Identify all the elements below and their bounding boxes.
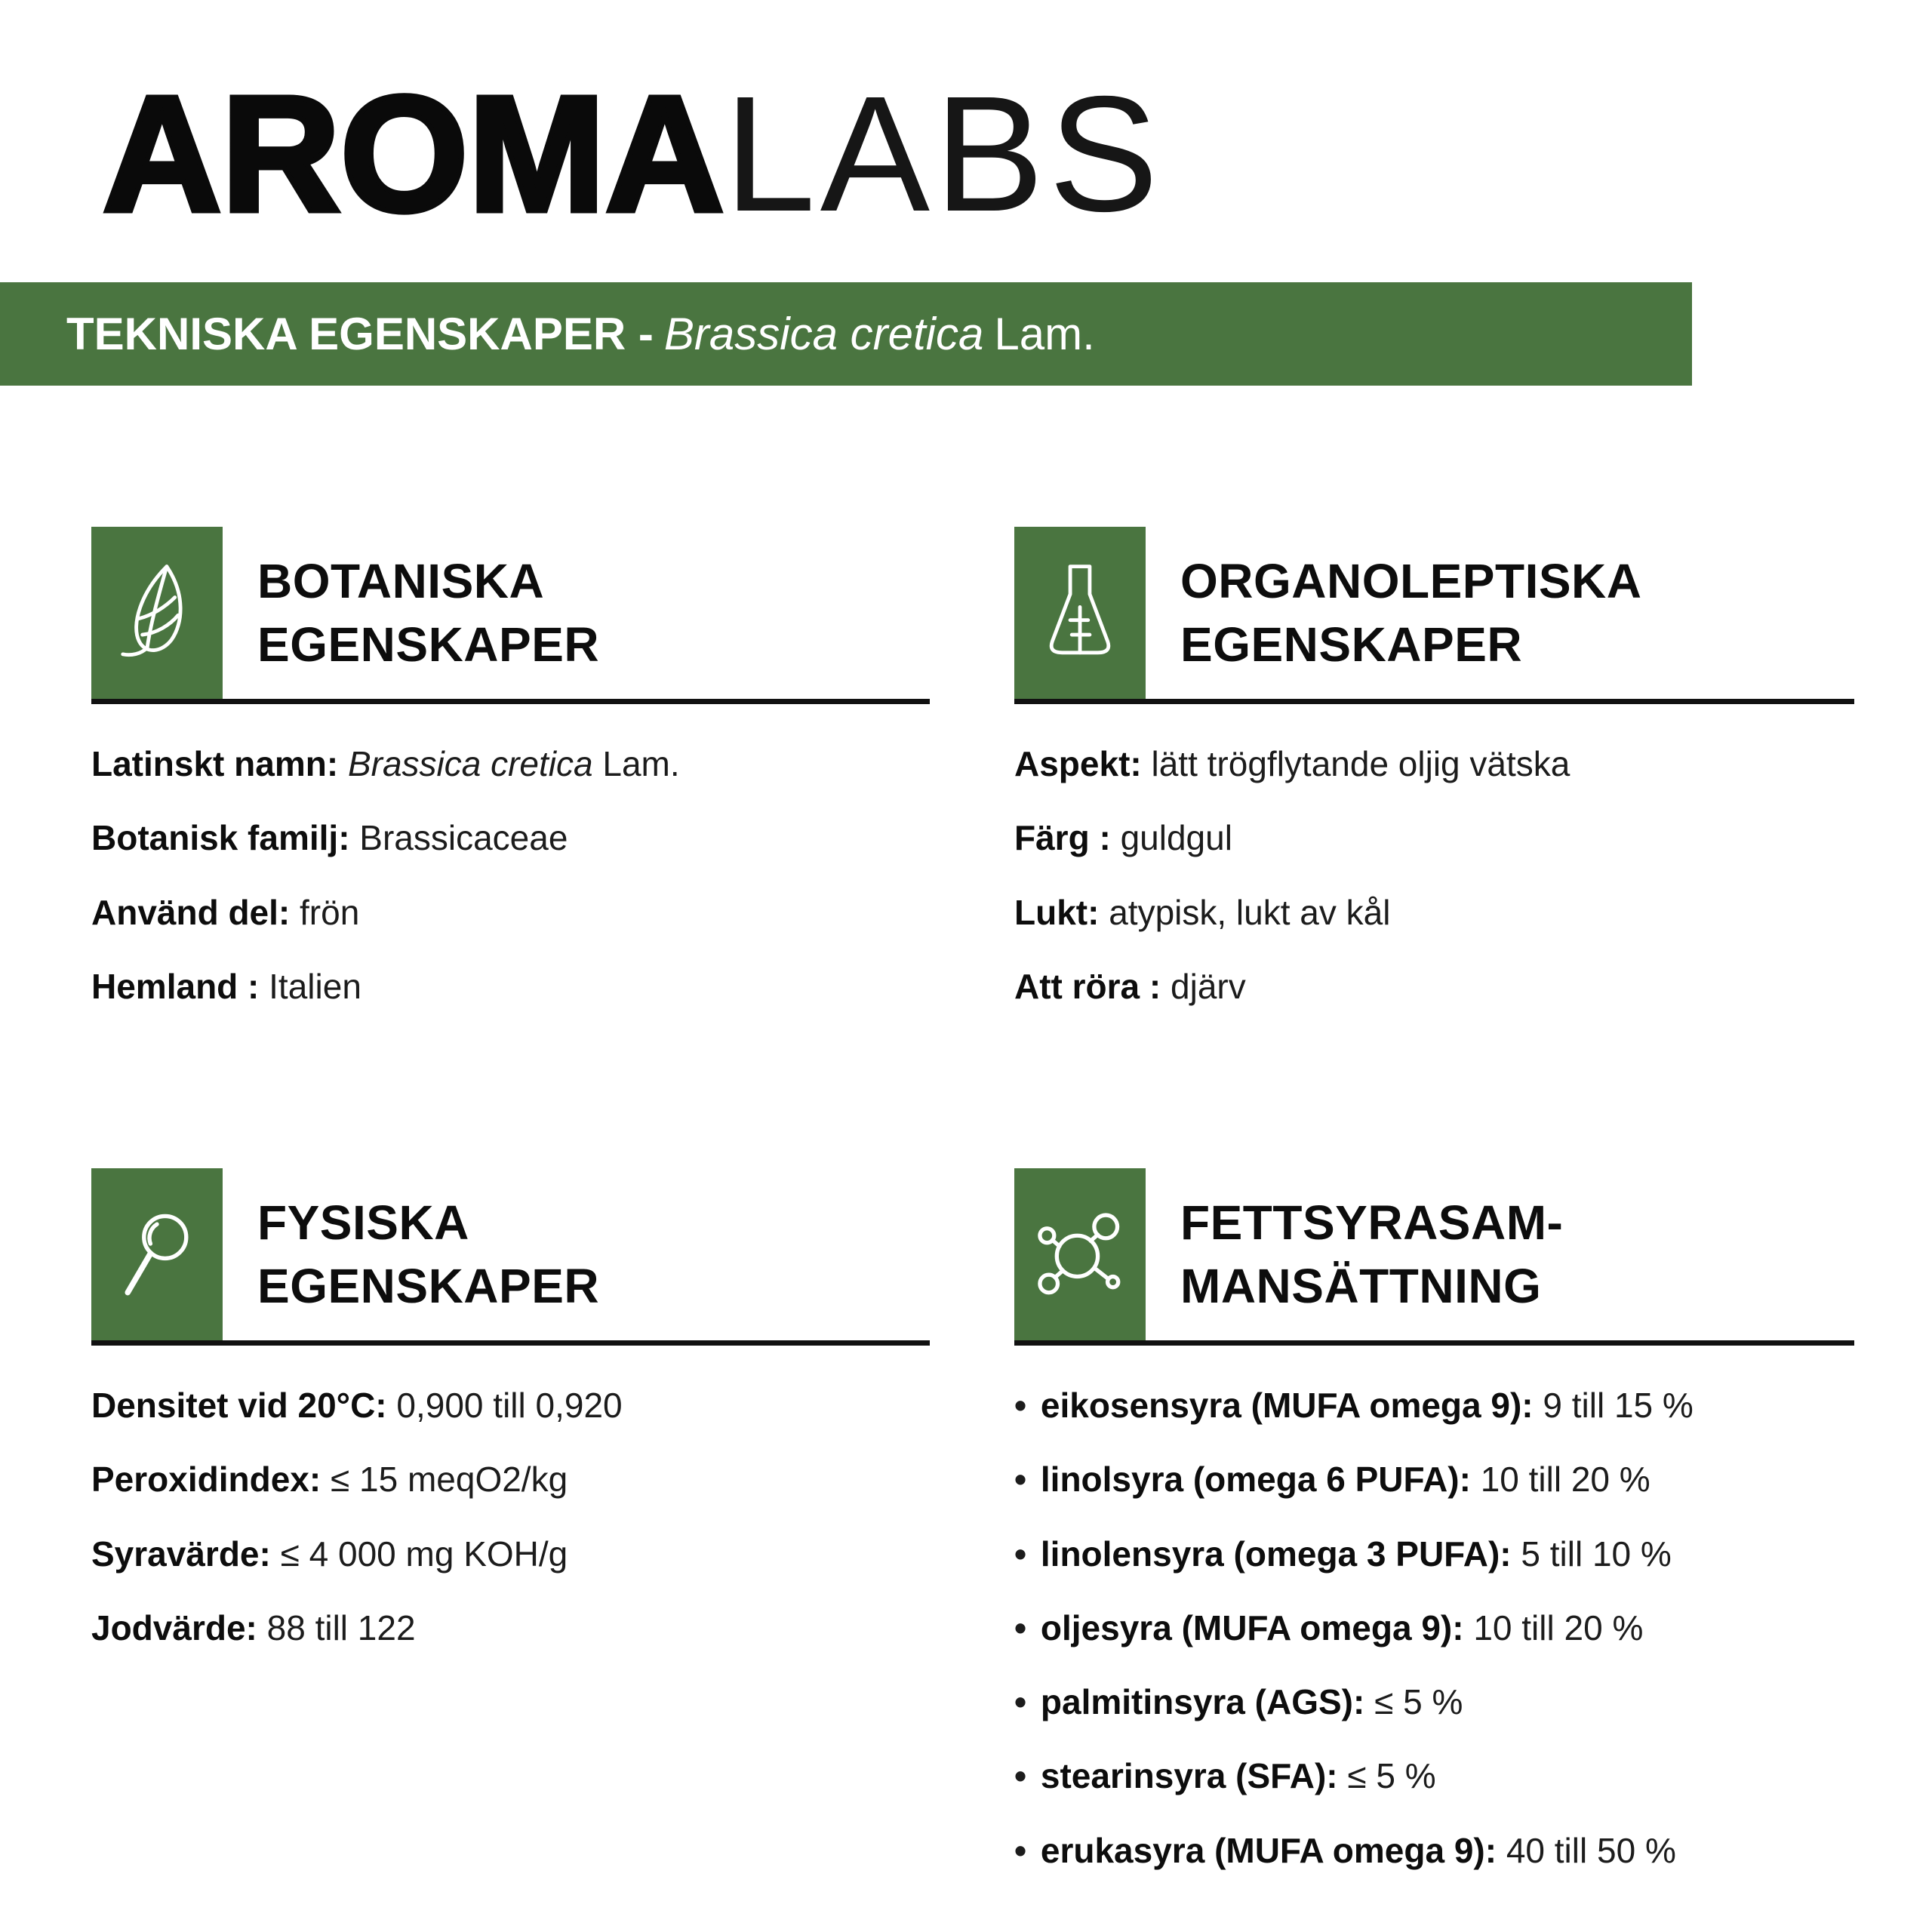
fatty-acid-label: erukasyra (MUFA omega 9): xyxy=(1040,1830,1497,1870)
fatty-acid-value: ≤ 5 % xyxy=(1374,1682,1463,1722)
flask-icon xyxy=(1038,560,1121,666)
section-physical xyxy=(91,1168,930,1684)
logo-labs-text: LABS xyxy=(724,63,1163,246)
brand-logo xyxy=(103,63,1163,246)
property-label: Hemland : xyxy=(91,966,260,1006)
title-line-1: ORGANOLEPTISKA xyxy=(1180,554,1642,608)
section-botanical-title xyxy=(257,527,599,699)
property-value: Brassicaceae xyxy=(359,818,568,858)
fatty-acid-label: eikosensyra (MUFA omega 9): xyxy=(1040,1386,1534,1425)
property-label: Syravärde: xyxy=(91,1534,271,1574)
organoleptic-icon-box xyxy=(1014,527,1146,699)
fatty-acid-item xyxy=(1014,1758,1854,1794)
title-line-2: EGENSKAPER xyxy=(1180,617,1523,672)
banner-title: TEKNISKA EGENSKAPER - xyxy=(66,309,654,359)
title-line-2: EGENSKAPER xyxy=(257,1259,600,1314)
property-row xyxy=(91,746,930,782)
property-value-italic: Brassica cretica xyxy=(347,744,593,783)
property-value: djärv xyxy=(1171,966,1246,1006)
property-label: Densitet vid 20°C: xyxy=(91,1386,387,1425)
fatty-acid-label: palmitinsyra (AGS): xyxy=(1040,1682,1365,1722)
fatty-acid-value: 10 till 20 % xyxy=(1480,1460,1651,1500)
fatty-acid-value: 5 till 10 % xyxy=(1521,1534,1672,1574)
section-physical-body xyxy=(91,1346,930,1646)
property-value: ≤ 4 000 mg KOH/g xyxy=(280,1534,568,1574)
fatty-acid-label: oljesyra (MUFA omega 9): xyxy=(1040,1607,1464,1647)
section-fatty-acids xyxy=(1014,1168,1854,1906)
fatty-acid-label: linolensyra (omega 3 PUFA): xyxy=(1040,1534,1512,1574)
property-label: Att röra : xyxy=(1014,966,1161,1006)
fatty-acid-value: 10 till 20 % xyxy=(1473,1607,1644,1647)
fatty-acid-item xyxy=(1014,1607,1854,1647)
bullet: • xyxy=(1014,1460,1027,1500)
property-value: Lam. xyxy=(602,744,680,783)
section-fatty-acids-body xyxy=(1014,1346,1854,1869)
fatty-acid-item xyxy=(1014,1832,1854,1869)
property-row xyxy=(91,1387,930,1423)
title-line-2: MANSÄTTNING xyxy=(1180,1259,1542,1314)
bullet: • xyxy=(1014,1534,1027,1574)
property-row xyxy=(1014,894,1854,931)
leaf-icon xyxy=(115,560,198,666)
section-physical-title xyxy=(257,1168,599,1340)
fatty-acid-value: ≤ 5 % xyxy=(1347,1756,1436,1796)
molecule-icon xyxy=(1035,1210,1124,1299)
section-botanical-body xyxy=(91,704,930,1004)
property-row xyxy=(91,968,930,1004)
property-value: guldgul xyxy=(1120,818,1232,858)
property-value: lätt trögflytande oljig vätska xyxy=(1151,744,1571,783)
banner-species-suffix: Lam. xyxy=(994,309,1095,359)
property-label: Använd del: xyxy=(91,892,291,932)
title-line-1: BOTANISKA xyxy=(257,554,545,608)
title-line-1: FYSISKA xyxy=(257,1195,469,1250)
property-row xyxy=(91,1460,930,1500)
property-row xyxy=(1014,820,1854,856)
title-banner xyxy=(0,282,1692,386)
property-row xyxy=(91,820,930,856)
logo-aroma-text: AROMA xyxy=(103,63,724,246)
fatty-acid-item xyxy=(1014,1536,1854,1572)
property-value: Italien xyxy=(269,966,361,1006)
section-fatty-acids-header xyxy=(1014,1168,1854,1346)
fatty-acid-value: 40 till 50 % xyxy=(1506,1830,1676,1870)
section-organoleptic xyxy=(1014,527,1854,1042)
fatty-acid-item xyxy=(1014,1387,1854,1423)
property-row xyxy=(1014,968,1854,1004)
title-line-1: FETTSYRASAM- xyxy=(1180,1195,1564,1250)
bullet: • xyxy=(1014,1830,1027,1870)
property-label: Botanisk familj: xyxy=(91,818,350,858)
property-value: frön xyxy=(300,892,360,932)
magnifier-icon xyxy=(115,1201,198,1307)
bullet: • xyxy=(1014,1756,1027,1796)
bullet: • xyxy=(1014,1682,1027,1722)
property-label: Jodvärde: xyxy=(91,1607,257,1647)
property-label: Färg : xyxy=(1014,818,1111,858)
property-row xyxy=(91,1607,930,1647)
property-value: atypisk, lukt av kål xyxy=(1109,892,1391,932)
property-row xyxy=(91,1536,930,1572)
section-organoleptic-header xyxy=(1014,527,1854,704)
fatty-acid-value: 9 till 15 % xyxy=(1543,1386,1694,1425)
property-row xyxy=(1014,746,1854,782)
section-botanical-header xyxy=(91,527,930,704)
property-label: Aspekt: xyxy=(1014,744,1142,783)
property-label: Latinskt namn: xyxy=(91,744,339,783)
property-value: 0,900 till 0,920 xyxy=(396,1386,623,1425)
bullet: • xyxy=(1014,1607,1027,1647)
bullet: • xyxy=(1014,1386,1027,1425)
fatty-acid-item xyxy=(1014,1684,1854,1720)
section-organoleptic-body xyxy=(1014,704,1854,1004)
fatty-acid-label: stearinsyra (SFA): xyxy=(1040,1756,1338,1796)
banner-species-name: Brassica cretica xyxy=(663,309,984,359)
physical-icon-box xyxy=(91,1168,223,1340)
section-fatty-acids-title xyxy=(1180,1168,1563,1340)
fatty-acid-label: linolsyra (omega 6 PUFA): xyxy=(1040,1460,1471,1500)
fatty-acids-icon-box xyxy=(1014,1168,1146,1340)
property-label: Lukt: xyxy=(1014,892,1100,932)
botanical-icon-box xyxy=(91,527,223,699)
title-line-2: EGENSKAPER xyxy=(257,617,600,672)
property-row xyxy=(91,894,930,931)
property-value: 88 till 122 xyxy=(266,1607,416,1647)
section-organoleptic-title xyxy=(1180,527,1641,699)
property-value: ≤ 15 meqO2/kg xyxy=(330,1460,568,1500)
section-physical-header xyxy=(91,1168,930,1346)
fatty-acid-item xyxy=(1014,1460,1854,1500)
property-label: Peroxidindex: xyxy=(91,1460,321,1500)
section-botanical xyxy=(91,527,930,1042)
